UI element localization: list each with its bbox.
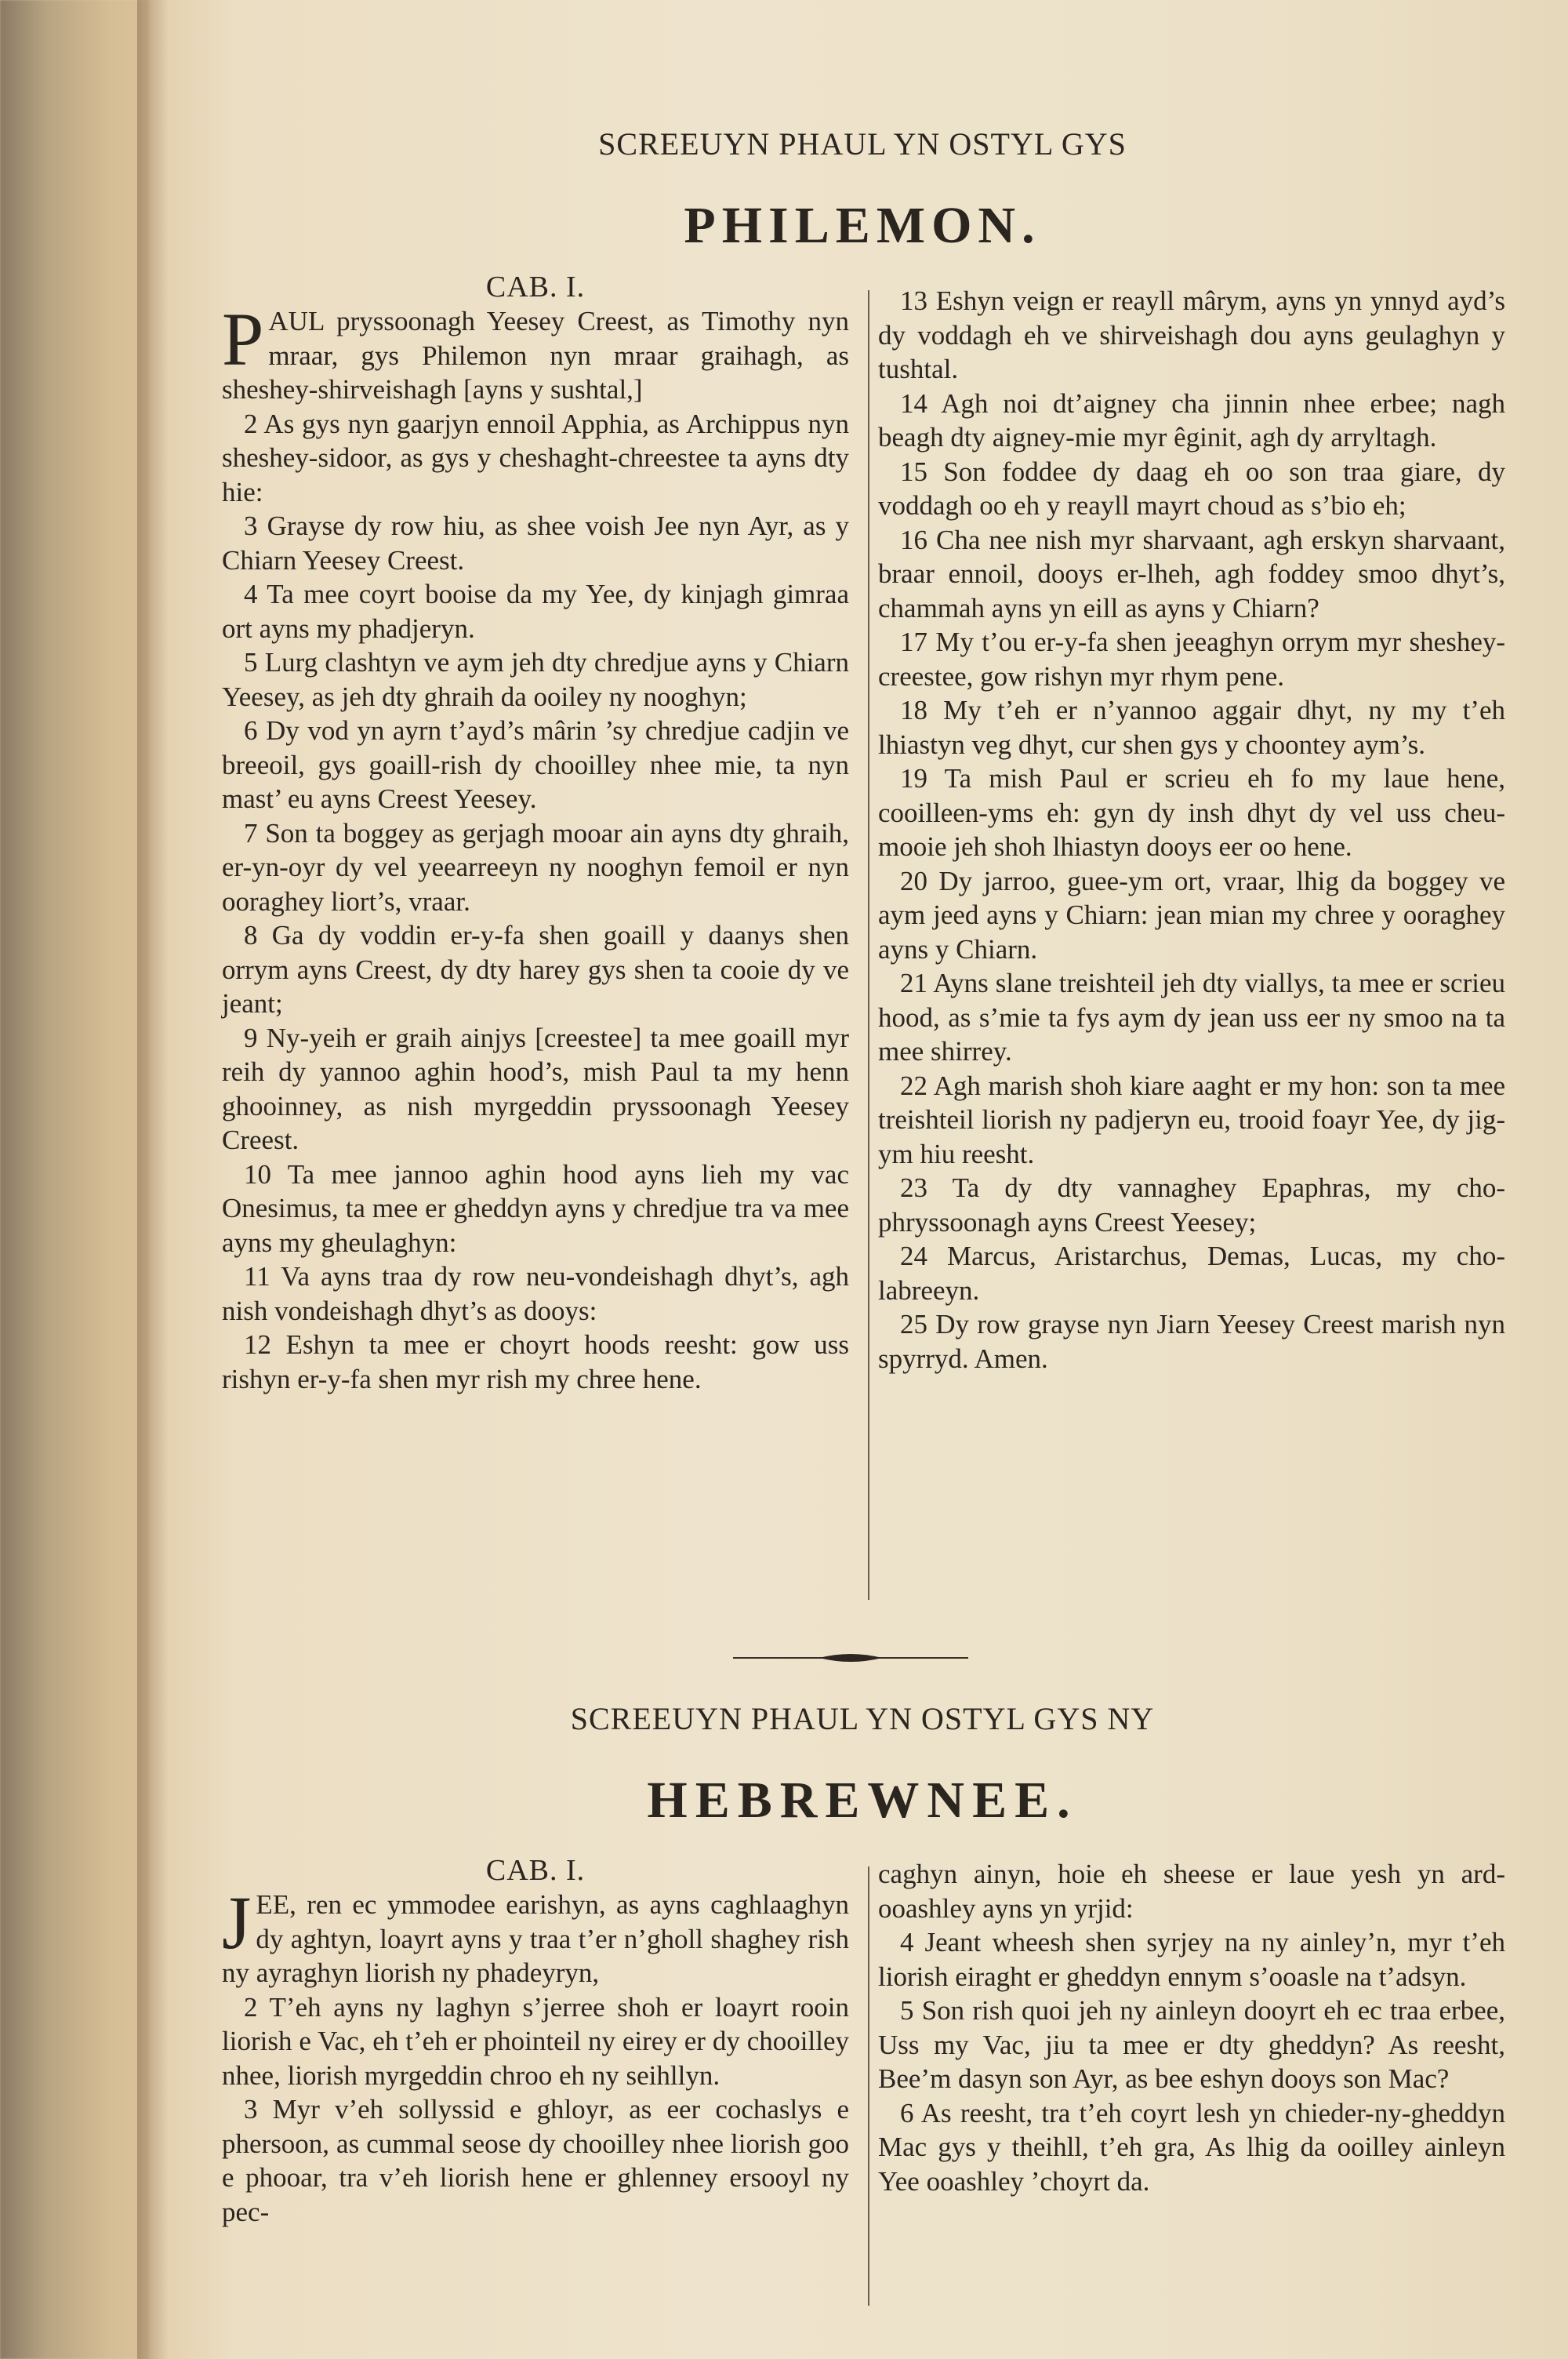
verse-number: 6 xyxy=(244,715,267,746)
verse-text: Eshyn ta mee er choyrt hoods reesht: gow uss rishyn er-y-fa shen myr rish my chree hene. xyxy=(222,1329,850,1394)
verse-number: 22 xyxy=(900,1070,934,1101)
verse-number: 2 xyxy=(244,408,264,439)
verse xyxy=(878,693,1505,761)
verse-text: Jeant wheesh shen syrjey na ny ainley’n, myr t’eh liorish eiraght er gheddyn ennym s’ooasle na t’adsyn. xyxy=(878,1927,1505,1992)
verse-text: Va ayns traa dy row neu-vondeishagh dhyt’s, agh nish vondeishagh dhyt’s as dooys: xyxy=(222,1261,849,1326)
verse xyxy=(878,625,1505,693)
verse-text: Ta mee coyrt booise da my Yee, dy kinjagh gimraa ort ayns my phadjeryn. xyxy=(222,579,850,644)
verse xyxy=(878,284,1505,387)
verse-number: 14 xyxy=(900,387,942,419)
verse-number: 13 xyxy=(900,285,936,316)
verse-number: 7 xyxy=(244,817,266,849)
verse-text: Ny-yeih er graih ainjys [creestee] ta mee goaill myr reih dy yannoo aghin hood’s, mish Paul ta my henn ghooinney, as nish myrgeddin pryssoonagh Yeesey Creest. xyxy=(222,1022,849,1155)
verse-text: Dy vod yn ayrn t’ayd’s mârin ’sy chredjue cadjin ve breeoil, gys goaill-rish dy chooilley nhee mie, ta nyn mast’ eu ayns Creest Yeesey. xyxy=(222,715,849,814)
verse-text: Dy jarroo, guee-ym ort, vraar, lhig da boggey ve aym jeed ayns y Chiarn: jean mian my chree y ooraghey ayns y Chiarn. xyxy=(878,865,1505,965)
philemon-chapter-heading: CAB. I. xyxy=(485,271,586,304)
verse-number: 21 xyxy=(900,968,934,998)
verse-number: 3 xyxy=(244,2094,273,2125)
verse xyxy=(878,1307,1505,1376)
verse xyxy=(222,1259,849,1328)
verse-text: My t’ou er-y-fa shen jeeaghyn orrym myr sheshey-creestee, gow rishyn myr rhym pene. xyxy=(878,627,1506,692)
verse xyxy=(878,1069,1505,1172)
verse-text: Marcus, Aristarchus, Demas, Lucas, my cho-labreeyn. xyxy=(878,1241,1506,1306)
verse-number: 17 xyxy=(900,627,936,657)
hebrews-chapter-heading: CAB. I. xyxy=(485,1854,586,1887)
verse xyxy=(222,1328,849,1396)
verse-text: As reesht, tra t’eh coyrt lesh yn chieder-ny-gheddyn Mac gys y theihll, t’eh gra, As lhig da ooilley ainleyn Yee ooashley ’choyrt da. xyxy=(878,2097,1506,2197)
verse xyxy=(222,1990,849,2093)
verse xyxy=(878,966,1505,1069)
verse xyxy=(878,864,1505,967)
verse-number: 6 xyxy=(900,2097,921,2128)
verse-number: 25 xyxy=(900,1309,936,1339)
verse xyxy=(878,1994,1505,2096)
verse-number: 3 xyxy=(244,511,267,541)
hebrews-left-verses xyxy=(222,1990,849,2230)
philemon-column-rule xyxy=(868,290,869,1600)
philemon-title: PHILEMON. xyxy=(684,197,1041,254)
verse-text: Eshyn veign er reayll mârym, ayns yn ynnyd ayd’s dy voddagh eh ve shirveishagh dou ayns geulaghyn y tushtal. xyxy=(878,285,1505,384)
hebrews-verse-1 xyxy=(222,1881,849,1990)
philemon-verse-1-text: AUL pryssoonagh Yeesey Creest, as Timothy nyn mraar, gys Philemon nyn mraar graihagh, as sheshey-shirveishagh [ayns y sushtal,] xyxy=(222,306,849,405)
verse-number: 15 xyxy=(900,456,944,487)
verse-text: Ta dy dty vannaghey Epaphras, my cho-phryssoonagh ayns Creest Yeesey; xyxy=(878,1172,1506,1238)
verse-text: Myr v’eh sollyssid e ghloyr, as eer cochaslys e phersoon, as cummal seose dy chooilley nhee liorish goo e phooar, tra v’eh liorish hene er ghlenney ersooyl ny pec- xyxy=(222,2094,850,2227)
verse xyxy=(222,918,849,1021)
verse-number: 16 xyxy=(900,524,936,555)
verse xyxy=(222,1158,849,1260)
verse-text: Cha nee nish myr sharvaant, agh erskyn sharvaant, braar ennoil, dooys er-lheh, agh foddey smoo dhyt’s, chammah ayns yn eill as ayns y Chiarn? xyxy=(878,524,1506,623)
verse xyxy=(878,1171,1505,1239)
verse xyxy=(878,761,1505,864)
verse-number: 10 xyxy=(244,1158,288,1190)
verse-text: Son ta boggey as gerjagh mooar ain ayns dty ghraih, er-yn-oyr dy vel yeearreeyn ny nooghyn femoil er nyn ooraghey liort’s, vraar. xyxy=(222,817,849,917)
verse xyxy=(222,2092,849,2229)
verse xyxy=(878,2096,1505,2199)
verse-number: 4 xyxy=(244,579,267,609)
verse-number: 24 xyxy=(900,1241,947,1271)
verse xyxy=(222,407,849,510)
hebrews-title: HEBREWNEE. xyxy=(647,1772,1078,1829)
verse-text: Son rish quoi jeh ny ainleyn dooyrt eh ec traa erbee, Uss my Vac, jiu ta mee er dty gheddyn? As reesht, Bee’m dasyn son Ayr, as bee eshyn dooys son Mac? xyxy=(878,1995,1505,2094)
page-gutter-shadow xyxy=(137,0,169,2359)
verse xyxy=(222,1021,849,1158)
verse-text: Ta mee jannoo aghin hood ayns lieh my vac Onesimus, ta mee er gheddyn ayns y chredjue tra va mee ayns my gheulaghyn: xyxy=(222,1158,849,1258)
verse xyxy=(222,714,849,816)
verse-number: 23 xyxy=(900,1172,953,1203)
verse-text: Ayns slane treishteil jeh dty viallys, ta mee er scrieu hood, as s’mie ta fys aym dy jean uss eer ny smoo na ta mee shirrey. xyxy=(878,968,1505,1067)
philemon-right-verses xyxy=(878,284,1505,1376)
verse-text: Agh marish shoh kiare aaght er my hon: son ta mee treishteil liorish ny padjeryn eu, trooid foayr Yee, dy jig-ym hiu reesht. xyxy=(878,1070,1505,1169)
philemon-right-column xyxy=(878,284,1505,1376)
verse-text: As gys nyn gaarjyn ennoil Apphia, as Archippus nyn sheshey-sidoor, as gys y cheshaght-chreestee ta ayns dty hie: xyxy=(222,408,849,507)
philemon-verse-1 xyxy=(222,297,849,407)
previous-page-edge xyxy=(0,0,149,2359)
hebrews-verse-1-text: EE, ren ec ymmodee earishyn, as ayns caghlaaghyn dy aghtyn, loayrt ayns y traa t’er n’gholl shaghey rish ny ayraghyn liorish ny phadeyryn, xyxy=(222,1889,849,1988)
verse xyxy=(878,387,1505,455)
hebrews-left-column xyxy=(222,1854,849,2229)
verse-number: 2 xyxy=(244,1991,270,2023)
hebrews-column-rule xyxy=(868,1866,869,2306)
verse xyxy=(878,1925,1505,1994)
verse xyxy=(222,816,849,919)
verse-text: Son foddee dy daag eh oo son traa giare, dy voddagh oo eh y reayll mayrt choud as s’bio eh; xyxy=(878,456,1505,521)
verse xyxy=(222,645,849,714)
verse-number: 9 xyxy=(244,1022,267,1053)
philemon-left-verses xyxy=(222,407,849,1397)
verse xyxy=(878,523,1505,626)
verse-number: 4 xyxy=(900,1927,925,1957)
verse-number: 5 xyxy=(244,647,265,678)
verse-text: T’eh ayns ny laghyn s’jerree shoh er loayrt rooin liorish e Vac, eh t’eh er phointeil ny eirey er dy chooilley nhee, liorish myrgeddin chroo eh ny seihllyn. xyxy=(222,1991,849,2091)
section-divider-ornament xyxy=(733,1650,968,1666)
verse-text: Lurg clashtyn ve aym jeh dty chredjue ayns y Chiarn Yeesey, as jeh dty ghraih da ooiley ny nooghyn; xyxy=(222,647,850,712)
hebrews-dropcap: J xyxy=(222,1881,252,1965)
hebrews-right-verses xyxy=(878,1925,1505,2198)
verse-text: Agh noi dt’aigney cha jinnin nhee erbee; nagh beagh dty aigney-mie myr êginit, agh dy arryltagh. xyxy=(878,387,1505,453)
verse xyxy=(222,509,849,577)
verse-number: 8 xyxy=(244,920,272,951)
verse-text: Grayse dy row hiu, as shee voish Jee nyn Ayr, as y Chiarn Yeesey Creest. xyxy=(222,511,850,576)
verse xyxy=(878,455,1505,523)
hebrews-right-column xyxy=(878,1857,1505,2198)
verse-text: My t’eh er n’yannoo aggair dhyt, ny my t’eh lhiastyn veg dhyt, cur shen gys y choontey aym’s. xyxy=(878,695,1506,760)
verse xyxy=(222,577,849,645)
philemon-left-column xyxy=(222,271,849,1396)
philemon-running-head: SCREEUYN PHAUL YN OSTYL GYS xyxy=(598,126,1127,162)
verse-number: 12 xyxy=(244,1329,286,1360)
hebrews-verse-3-continuation: caghyn ainyn, hoie eh sheese er laue yesh yn ard-ooashley ayns yn yrjid: xyxy=(878,1859,1505,1924)
verse-number: 18 xyxy=(900,695,944,725)
verse-text: Dy row grayse nyn Jiarn Yeesey Creest marish nyn spyrryd. Amen. xyxy=(878,1309,1505,1374)
verse-text: Ga dy voddin er-y-fa shen goaill y daanys shen orrym ayns Creest, dy dty harey gys shen ta cooie dy ve jeant; xyxy=(222,920,850,1019)
hebrews-running-head: SCREEUYN PHAUL YN OSTYL GYS NY xyxy=(570,1701,1155,1736)
verse-number: 11 xyxy=(244,1261,281,1292)
verse-number: 19 xyxy=(900,763,945,794)
verse-text: Ta mish Paul er scrieu eh fo my laue hene, cooilleen-yms eh: gyn dy insh dhyt dy vel uss cheu-mooie jeh shoh lhiastyn dooys eer oo hene. xyxy=(878,763,1505,862)
philemon-dropcap: P xyxy=(222,297,264,381)
verse-number: 5 xyxy=(900,1995,922,2026)
verse-number: 20 xyxy=(900,865,939,896)
verse xyxy=(878,1239,1505,1307)
